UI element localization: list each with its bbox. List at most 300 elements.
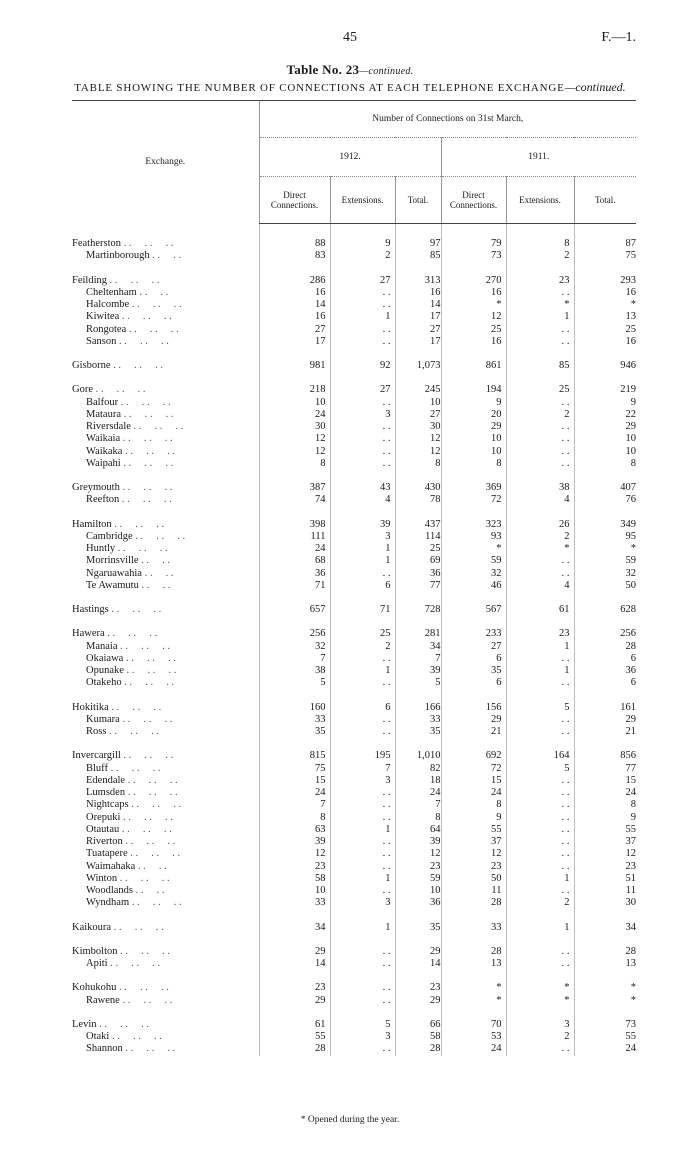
cell-direct-1912: 12 [259,848,330,860]
cell-total-1912: 245 [395,384,441,396]
group-spacer [72,934,636,946]
cell-direct-1911: 8 [441,458,506,470]
leader-dots: . . . . [135,885,165,897]
leader-dots: . . . . . . [111,1031,162,1043]
cell-direct-1911: 79 [441,238,506,250]
spacer-cell [506,934,574,946]
cell-direct-1911: 27 [441,641,506,653]
spacer-cell [72,263,259,275]
table-row [72,409,636,421]
exchange-name: Shannon [86,1043,123,1055]
table-row [72,433,636,445]
exchange-cell [72,494,259,506]
spacer-cell [259,592,330,604]
leader-dots: . . . . [139,286,169,298]
table-header [72,101,636,224]
table-row [72,494,636,506]
leader-dots: . . . . . . [122,482,173,494]
spacer-cell [441,970,506,982]
cell-total-1912: 28 [395,1043,441,1055]
cell-direct-1912: 8 [259,812,330,824]
cell-extensions-1912: . . [330,568,395,580]
cell-direct-1912: 75 [259,763,330,775]
exchange-name: Opunake [86,665,124,677]
cell-extensions-1912: . . [330,946,395,958]
cell-total-1912: 30 [395,421,441,433]
spacer-cell [330,507,395,519]
exchange-cell [72,604,259,616]
exchange-name: Otaki [86,1031,110,1043]
header-total-1912: Total. [395,177,441,224]
header-direct-line2: Connections. [270,200,319,210]
table-row [72,665,636,677]
spacer-cell [506,263,574,275]
cell-total-1912: 12 [395,433,441,445]
cell-total-1911: 293 [574,275,636,287]
spacer-cell [330,348,395,360]
cell-extensions-1912: 92 [330,360,395,372]
spacer-cell [259,910,330,922]
cell-total-1911: 50 [574,580,636,592]
leader-dots: . . . . . . [122,433,173,445]
cell-total-1911: 219 [574,384,636,396]
exchange-name: Manaia [86,640,118,652]
cell-direct-1912: 8 [259,458,330,470]
cell-direct-1912: 24 [259,543,330,555]
cell-total-1912: 23 [395,861,441,873]
exchange-cell [72,446,259,458]
spacer-cell [72,690,259,702]
exchange-name: Feilding [72,274,108,286]
exchange-name: Rawene [86,994,120,1006]
cell-direct-1911: 50 [441,873,506,885]
cell-total-1911: 25 [574,324,636,336]
header-group: Number of Connections on 31st March, [259,101,636,138]
table-row [72,519,636,531]
exchange-name: Kaikoura [72,921,112,933]
spacer-cell [441,1007,506,1019]
cell-direct-1911: 23 [441,861,506,873]
cell-total-1911: 30 [574,897,636,909]
cell-total-1912: 12 [395,446,441,458]
cell-direct-1911: * [441,982,506,994]
cell-extensions-1911: . . [506,812,574,824]
cell-extensions-1911: . . [506,677,574,689]
cell-extensions-1911: . . [506,799,574,811]
cell-total-1912: 14 [395,299,441,311]
cell-extensions-1912: 6 [330,580,395,592]
cell-extensions-1912: 43 [330,482,395,494]
cell-total-1912: 29 [395,995,441,1007]
spacer-cell [259,348,330,360]
cell-extensions-1912: . . [330,726,395,738]
cell-direct-1911: 72 [441,763,506,775]
exchange-name: Kiwitea [86,311,120,323]
cell-direct-1912: 34 [259,922,330,934]
cell-direct-1912: 30 [259,421,330,433]
cell-extensions-1911: 2 [506,531,574,543]
spacer-cell [72,507,259,519]
cell-extensions-1911: 5 [506,763,574,775]
cell-total-1911: 87 [574,238,636,250]
table-subtitle-continued: —continued. [564,80,626,94]
cell-direct-1911: 16 [441,287,506,299]
cell-extensions-1912: 4 [330,494,395,506]
spacer-cell [395,592,441,604]
leader-dots: . . . . . . [130,848,181,860]
exchange-cell [72,750,259,762]
cell-extensions-1912: . . [330,336,395,348]
spacer-cell [506,738,574,750]
spacer-cell [441,348,506,360]
cell-total-1912: 114 [395,531,441,543]
exchange-cell [72,555,259,567]
spacer-cell [330,224,395,239]
spacer-cell [395,348,441,360]
document-reference: F.—1. [601,30,636,45]
table-row [72,1043,636,1055]
leader-dots: . . . . . . [110,958,161,970]
table-row [72,446,636,458]
leader-dots: . . . . . . [133,421,184,433]
exchange-cell [72,873,259,885]
cell-direct-1912: 16 [259,287,330,299]
cell-extensions-1912: . . [330,861,395,873]
spacer-cell [330,592,395,604]
exchange-cell [72,458,259,470]
cell-total-1911: 8 [574,799,636,811]
cell-direct-1911: 53 [441,1031,506,1043]
spacer-cell [441,592,506,604]
cell-direct-1912: 387 [259,482,330,494]
spacer-cell [330,470,395,482]
cell-total-1912: 58 [395,1031,441,1043]
connections-table [72,100,636,1056]
cell-extensions-1911: . . [506,958,574,970]
cell-total-1911: 29 [574,421,636,433]
exchange-name: Tuatapere [86,848,128,860]
cell-extensions-1911: 1 [506,665,574,677]
spacer-cell [441,507,506,519]
exchange-name: Cheltenham [86,286,137,298]
cell-total-1911: 36 [574,665,636,677]
cell-direct-1911: 29 [441,714,506,726]
table-row [72,458,636,470]
spacer-cell [395,934,441,946]
spacer-cell [395,224,441,239]
spacer-cell [574,1007,636,1019]
leader-dots: . . . . . . [125,652,176,664]
exchange-name: Morrinsville [86,555,139,567]
cell-extensions-1912: . . [330,812,395,824]
cell-extensions-1912: 1 [330,922,395,934]
cell-direct-1911: 156 [441,702,506,714]
group-spacer [72,470,636,482]
spacer-cell [259,470,330,482]
table-row [72,836,636,848]
table-row [72,1019,636,1031]
exchange-cell [72,1031,259,1043]
cell-extensions-1911: . . [506,324,574,336]
spacer-cell [330,616,395,628]
cell-total-1911: 10 [574,446,636,458]
cell-direct-1911: 21 [441,726,506,738]
cell-extensions-1912: . . [330,433,395,445]
leader-dots: . . . . . . [124,677,175,689]
cell-extensions-1911: 3 [506,1019,574,1031]
cell-direct-1912: 7 [259,653,330,665]
exchange-cell [72,543,259,555]
spacer-cell [441,616,506,628]
exchange-name: Reefton [86,494,120,506]
exchange-name: Okaiawa [86,652,124,664]
exchange-name: Cambridge [86,530,133,542]
cell-extensions-1911: . . [506,287,574,299]
cell-total-1911: * [574,543,636,555]
cell-direct-1912: 35 [259,726,330,738]
cell-total-1911: 95 [574,531,636,543]
table-row [72,763,636,775]
exchange-cell [72,360,259,372]
exchange-cell [72,958,259,970]
cell-direct-1911: 70 [441,1019,506,1031]
exchange-name: Bluff [86,762,108,774]
cell-direct-1911: 16 [441,336,506,348]
cell-direct-1911: 194 [441,384,506,396]
exchange-name: Kimbolton [72,945,118,957]
table-row [72,299,636,311]
spacer-cell [330,738,395,750]
cell-direct-1911: 29 [441,421,506,433]
cell-extensions-1912: 1 [330,555,395,567]
spacer-cell [72,1007,259,1019]
cell-total-1912: 77 [395,580,441,592]
cell-extensions-1911: 5 [506,702,574,714]
exchange-cell [72,799,259,811]
exchange-cell [72,1043,259,1055]
cell-total-1912: 728 [395,604,441,616]
exchange-name: Hastings [72,604,109,616]
table-subtitle-main: TABLE SHOWING THE NUMBER OF CONNECTIONS AT EACH TELEPHONE EXCHANGE [74,82,565,94]
cell-total-1912: 97 [395,238,441,250]
table-subtitle [0,80,700,95]
cell-total-1912: 64 [395,824,441,836]
cell-extensions-1912: . . [330,1043,395,1055]
exchange-cell [72,812,259,824]
cell-extensions-1911: 2 [506,1031,574,1043]
group-spacer [72,348,636,360]
cell-extensions-1911: . . [506,1043,574,1055]
exchange-cell [72,995,259,1007]
cell-direct-1912: 38 [259,665,330,677]
spacer-cell [395,690,441,702]
table-title-continued: —continued. [359,66,414,77]
spacer-cell [259,1007,330,1019]
spacer-cell [506,348,574,360]
spacer-cell [441,690,506,702]
table-row [72,238,636,250]
spacer-cell [506,470,574,482]
cell-total-1911: 76 [574,494,636,506]
cell-extensions-1912: 2 [330,641,395,653]
exchange-cell [72,775,259,787]
spacer-cell [506,910,574,922]
spacer-cell [72,970,259,982]
table-row [72,714,636,726]
table-row [72,775,636,787]
cell-total-1911: * [574,299,636,311]
exchange-cell [72,238,259,250]
table-row [72,861,636,873]
cell-direct-1912: 10 [259,397,330,409]
leader-dots: . . . . . . [123,750,174,762]
spacer-cell [259,372,330,384]
cell-total-1912: 437 [395,519,441,531]
cell-extensions-1912: . . [330,799,395,811]
cell-extensions-1912: 27 [330,275,395,287]
exchange-cell [72,384,259,396]
cell-total-1911: 37 [574,836,636,848]
exchange-cell [72,1019,259,1031]
leader-dots: . . . . . . [117,543,168,555]
cell-extensions-1912: . . [330,653,395,665]
header-direct-line1: Direct [462,190,485,200]
cell-total-1912: 39 [395,836,441,848]
cell-direct-1911: 369 [441,482,506,494]
cell-extensions-1911: 1 [506,311,574,323]
exchange-cell [72,628,259,640]
spacer-cell [395,910,441,922]
table-row [72,958,636,970]
cell-extensions-1911: . . [506,714,574,726]
leader-dots: . . . . . . [119,872,170,884]
cell-extensions-1911: 25 [506,384,574,396]
cell-total-1911: 13 [574,311,636,323]
spacer-cell [574,616,636,628]
cell-total-1912: 8 [395,812,441,824]
cell-total-1911: 16 [574,336,636,348]
header-extensions-1912: Extensions. [330,177,395,224]
cell-total-1912: 25 [395,543,441,555]
exchange-cell [72,885,259,897]
table-row [72,336,636,348]
exchange-cell [72,641,259,653]
spacer-cell [72,910,259,922]
table-row [72,897,636,909]
cell-extensions-1911: . . [506,775,574,787]
cell-direct-1912: 218 [259,384,330,396]
spacer-cell [441,910,506,922]
header-direct-line1: Direct [283,190,306,200]
spacer-cell [441,372,506,384]
cell-extensions-1912: 71 [330,604,395,616]
cell-total-1912: 66 [395,1019,441,1031]
table-row [72,384,636,396]
exchange-cell [72,397,259,409]
cell-total-1911: 55 [574,824,636,836]
cell-total-1912: 1,073 [395,360,441,372]
spacer-cell [506,592,574,604]
cell-direct-1911: 33 [441,922,506,934]
exchange-name: Ross [86,726,107,738]
leader-dots: . . . . . . [120,945,171,957]
cell-direct-1911: 861 [441,360,506,372]
header-exchange: Exchange. [72,101,259,224]
spacer-cell [395,970,441,982]
table-row [72,750,636,762]
cell-total-1911: 946 [574,360,636,372]
cell-extensions-1911: . . [506,421,574,433]
cell-direct-1911: 9 [441,812,506,824]
table-row [72,641,636,653]
leader-dots: . . . . . . [131,299,182,311]
cell-total-1912: 14 [395,958,441,970]
cell-extensions-1911: . . [506,885,574,897]
exchange-cell [72,421,259,433]
cell-total-1912: 59 [395,873,441,885]
cell-extensions-1912: 1 [330,543,395,555]
cell-total-1912: 27 [395,409,441,421]
table-row [72,311,636,323]
cell-extensions-1911: 23 [506,628,574,640]
cell-extensions-1911: 1 [506,922,574,934]
spacer-cell [395,372,441,384]
exchange-name: Martinborough [86,250,150,262]
leader-dots: . . . . . . [109,726,159,738]
cell-direct-1911: * [441,995,506,1007]
group-spacer [72,592,636,604]
cell-total-1912: 7 [395,799,441,811]
cell-direct-1911: 692 [441,750,506,762]
cell-extensions-1911: . . [506,568,574,580]
exchange-name: Hokitika [72,701,109,713]
table-row [72,677,636,689]
exchange-name: Lumsden [86,787,126,799]
exchange-name: Mataura [86,408,121,420]
page-number: 45 [343,30,357,45]
cell-total-1911: 24 [574,787,636,799]
cell-extensions-1912: . . [330,458,395,470]
cell-direct-1912: 10 [259,885,330,897]
exchange-name: Rongotea [86,323,127,335]
exchange-name: Hawera [72,628,105,640]
spacer-cell [574,910,636,922]
exchange-cell [72,946,259,958]
cell-direct-1912: 24 [259,409,330,421]
table-title-main: Table No. 23 [286,62,360,77]
cell-total-1912: 17 [395,336,441,348]
spacer-cell [574,507,636,519]
cell-direct-1912: 39 [259,836,330,848]
group-spacer [72,507,636,519]
cell-direct-1911: 25 [441,324,506,336]
cell-direct-1911: 12 [441,311,506,323]
group-spacer [72,910,636,922]
leader-dots: . . . . . . [107,628,158,640]
cell-direct-1912: 88 [259,238,330,250]
cell-extensions-1911: 85 [506,360,574,372]
cell-total-1912: 85 [395,250,441,262]
leader-dots: . . . . . . [113,360,163,372]
table-row [72,799,636,811]
cell-direct-1912: 24 [259,787,330,799]
exchange-cell [72,653,259,665]
cell-direct-1912: 16 [259,311,330,323]
cell-direct-1911: 9 [441,397,506,409]
table-row [72,250,636,262]
table-row [72,324,636,336]
spacer-cell [330,970,395,982]
